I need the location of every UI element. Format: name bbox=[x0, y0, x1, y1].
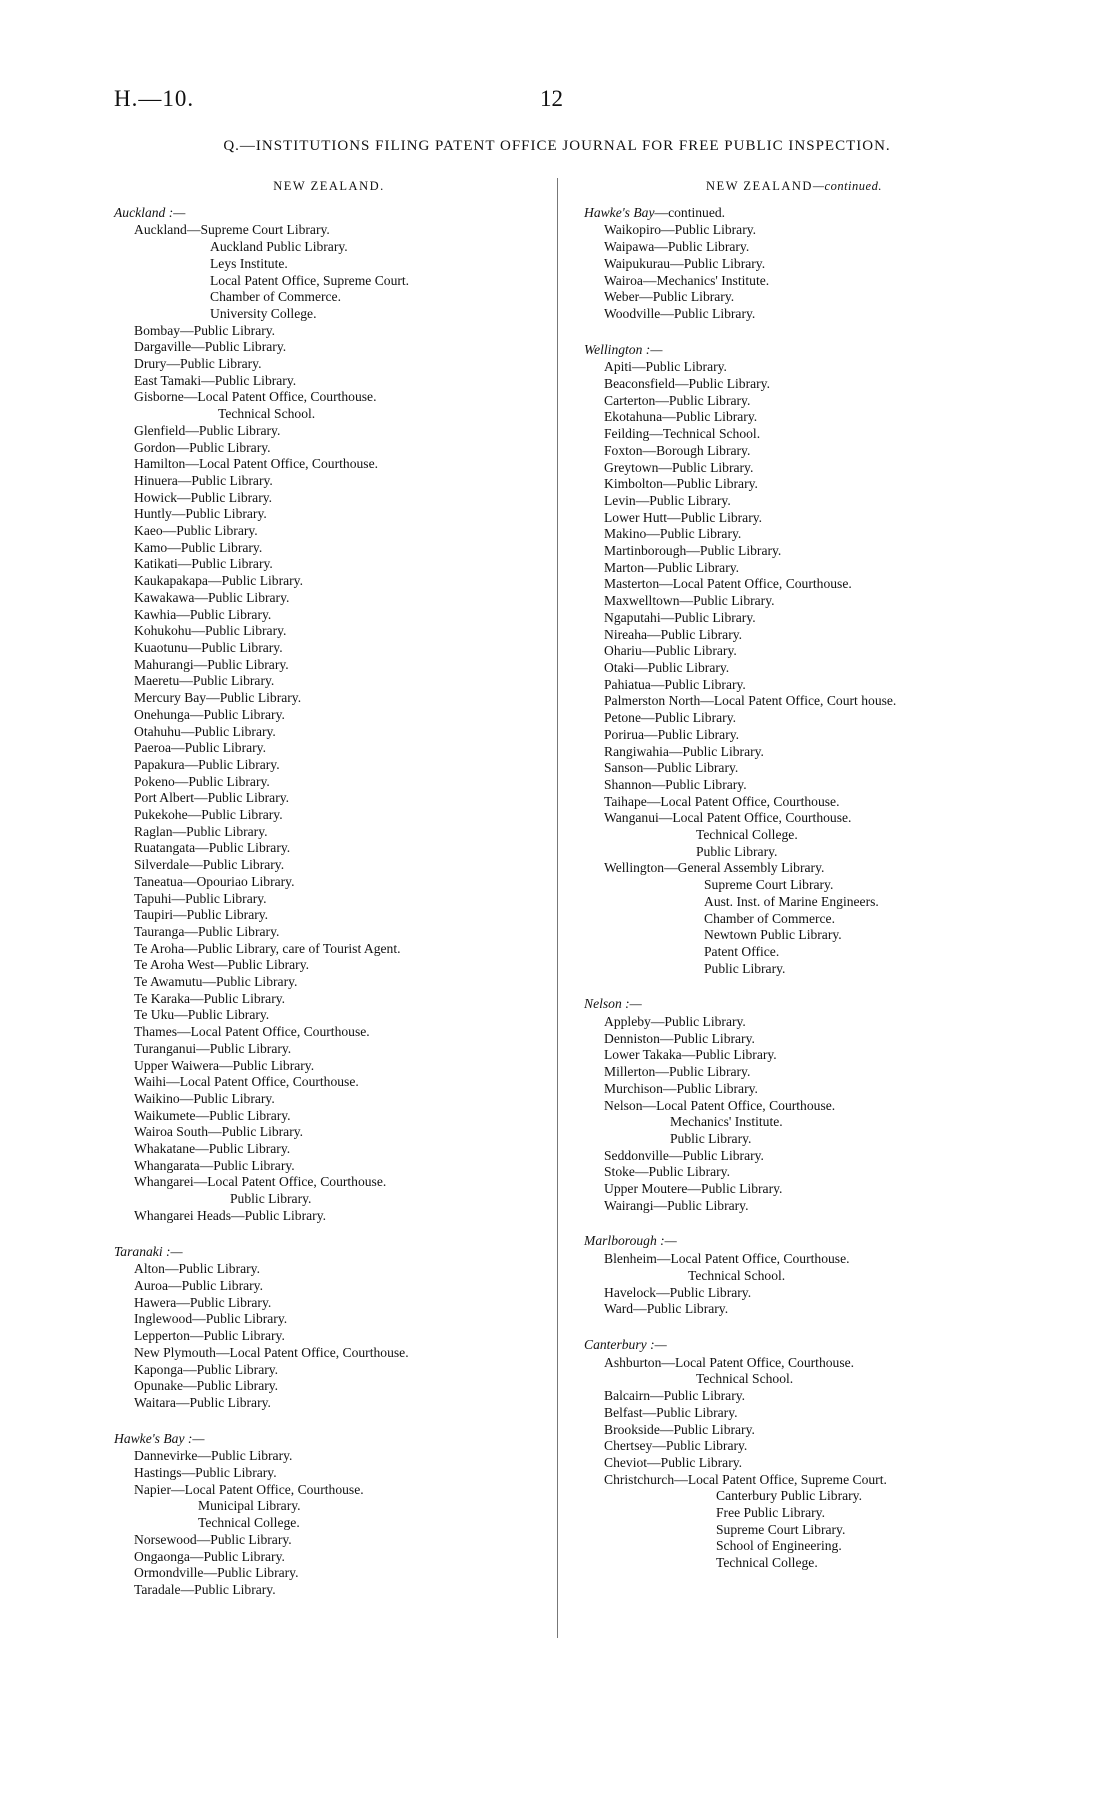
list-item: Marton—Public Library. bbox=[604, 559, 740, 575]
list-item: Turanganui—Public Library. bbox=[134, 1040, 292, 1056]
list-item: Dannevirke—Public Library. bbox=[134, 1448, 293, 1464]
region-name-text: Wellington :— bbox=[584, 341, 663, 357]
list-item: Te Aroha West—Public Library. bbox=[134, 957, 310, 973]
list-item-sub: Public Library. bbox=[230, 1191, 312, 1207]
page-number: 12 bbox=[540, 86, 563, 111]
list-item-sub: Newtown Public Library. bbox=[704, 927, 842, 943]
list-item: Ekotahuna—Public Library. bbox=[604, 409, 758, 425]
list-item-sub: Patent Office. bbox=[704, 943, 780, 959]
list-item: Wairoa—Mechanics' Institute. bbox=[604, 272, 770, 288]
list-item: Howick—Public Library. bbox=[134, 489, 273, 505]
list-item: Kohukohu—Public Library. bbox=[134, 623, 287, 639]
list-item: Gordon—Public Library. bbox=[134, 439, 271, 455]
list-item: Tapuhi—Public Library. bbox=[134, 890, 267, 906]
list-item: Te Karaka—Public Library. bbox=[134, 990, 286, 1006]
list-item: Woodville—Public Library. bbox=[604, 305, 756, 321]
list-item: Maxwelltown—Public Library. bbox=[604, 593, 775, 609]
list-item: Nelson—Local Patent Office, Courthouse. bbox=[604, 1097, 836, 1113]
list-item: Hawera—Public Library. bbox=[134, 1294, 272, 1310]
list-item: Waikopiro—Public Library. bbox=[604, 222, 757, 238]
list-item: Chertsey—Public Library. bbox=[604, 1438, 748, 1454]
region-name-text: Taranaki :— bbox=[114, 1243, 183, 1259]
region bbox=[584, 1233, 1004, 1318]
column-divider bbox=[557, 178, 558, 1638]
list-item: Pokeno—Public Library. bbox=[134, 773, 270, 789]
list-item: Millerton—Public Library. bbox=[604, 1064, 751, 1080]
list-item: Whangarei Heads—Public Library. bbox=[134, 1207, 327, 1223]
list-item: Mercury Bay—Public Library. bbox=[134, 690, 302, 706]
list-item: Taradale—Public Library. bbox=[134, 1581, 276, 1597]
list-item: Kuaotunu—Public Library. bbox=[134, 639, 283, 655]
list-item: Foxton—Borough Library. bbox=[604, 442, 751, 458]
list-item-sub: Mechanics' Institute. bbox=[670, 1114, 783, 1130]
list-item-sub: Public Library. bbox=[704, 960, 786, 976]
list-item-sub: School of Engineering. bbox=[716, 1538, 842, 1554]
region-name-text: Hawke's Bay bbox=[584, 204, 655, 220]
list-item: Nireaha—Public Library. bbox=[604, 626, 743, 642]
region bbox=[584, 1337, 1004, 1572]
list-item: Waipukurau—Public Library. bbox=[604, 255, 766, 271]
list-item-sub: University College. bbox=[210, 305, 317, 321]
list-item: Taneatua—Opouriao Library. bbox=[134, 873, 295, 889]
list-item: Murchison—Public Library. bbox=[604, 1080, 758, 1096]
region-name bbox=[114, 1244, 544, 1261]
list-item: Ward—Public Library. bbox=[604, 1301, 729, 1317]
list-item: Ormondville—Public Library. bbox=[134, 1565, 299, 1581]
list-item-sub: Public Library. bbox=[696, 843, 778, 859]
region-name-text: Hawke's Bay :— bbox=[114, 1430, 205, 1446]
region-name-text: Auckland :— bbox=[114, 204, 186, 220]
list-item-sub: Technical School. bbox=[218, 406, 316, 422]
list-item: Hinuera—Public Library. bbox=[134, 472, 273, 488]
region bbox=[114, 205, 544, 1225]
list-item: Drury—Public Library. bbox=[134, 356, 262, 372]
right-heading-continued: —continued. bbox=[812, 179, 882, 193]
list-item: Inglewood—Public Library. bbox=[134, 1311, 288, 1327]
region-name bbox=[584, 1337, 1004, 1354]
list-item: Te Awamutu—Public Library. bbox=[134, 974, 298, 990]
list-item: Silverdale—Public Library. bbox=[134, 857, 285, 873]
list-item: Carterton—Public Library. bbox=[604, 392, 751, 408]
list-item: Whakatane—Public Library. bbox=[134, 1141, 291, 1157]
list-item: Apiti—Public Library. bbox=[604, 359, 727, 375]
list-item: Kawakawa—Public Library. bbox=[134, 589, 290, 605]
list-item: Denniston—Public Library. bbox=[604, 1030, 755, 1046]
list-item: Waitara—Public Library. bbox=[134, 1394, 271, 1410]
list-item: Masterton—Local Patent Office, Courthouse. bbox=[604, 576, 852, 592]
list-item-sub: Supreme Court Library. bbox=[716, 1521, 846, 1537]
list-item: Napier—Local Patent Office, Courthouse. bbox=[134, 1481, 364, 1497]
left-column bbox=[114, 178, 544, 1618]
list-item: Kamo—Public Library. bbox=[134, 539, 263, 555]
list-item: Wairoa South—Public Library. bbox=[134, 1124, 304, 1140]
list-item: Havelock—Public Library. bbox=[604, 1284, 752, 1300]
list-item: Paeroa—Public Library. bbox=[134, 740, 266, 756]
list-item: Waikumete—Public Library. bbox=[134, 1107, 291, 1123]
list-item: Auckland—Supreme Court Library. bbox=[134, 222, 330, 238]
list-item: Dargaville—Public Library. bbox=[134, 339, 287, 355]
list-item: Ngaputahi—Public Library. bbox=[604, 609, 756, 625]
list-item-sub: Aust. Inst. of Marine Engineers. bbox=[704, 893, 879, 909]
list-item: Pahiatua—Public Library. bbox=[604, 676, 746, 692]
list-item: Opunake—Public Library. bbox=[134, 1378, 279, 1394]
list-item-sub: Free Public Library. bbox=[716, 1505, 825, 1521]
list-item: Rangiwahia—Public Library. bbox=[604, 743, 764, 759]
region-name-text: Marlborough :— bbox=[584, 1233, 677, 1249]
list-item-sub: Leys Institute. bbox=[210, 255, 288, 271]
list-item: Ruatangata—Public Library. bbox=[134, 840, 291, 856]
list-item: Gisborne—Local Patent Office, Courthouse. bbox=[134, 389, 377, 405]
list-item: Upper Waiwera—Public Library. bbox=[134, 1057, 315, 1073]
list-item: Te Aroha—Public Library, care of Tourist Agent. bbox=[134, 940, 401, 956]
region-name bbox=[114, 205, 544, 222]
list-item: Blenheim—Local Patent Office, Courthouse. bbox=[604, 1251, 850, 1267]
list-item-sub: Technical College. bbox=[716, 1555, 818, 1571]
list-item: Auroa—Public Library. bbox=[134, 1278, 263, 1293]
region-name bbox=[584, 996, 1004, 1013]
region-name-suffix: —continued. bbox=[654, 204, 726, 220]
list-item: Alton—Public Library. bbox=[134, 1261, 260, 1277]
list-item: Kaukapakapa—Public Library. bbox=[134, 573, 303, 589]
list-item: Cheviot—Public Library. bbox=[604, 1454, 743, 1470]
left-column-heading: NEW ZEALAND. bbox=[273, 179, 385, 193]
list-item-sub: Chamber of Commerce. bbox=[704, 910, 835, 926]
list-item: Hastings—Public Library. bbox=[134, 1465, 277, 1481]
list-item: Makino—Public Library. bbox=[604, 526, 742, 542]
list-item-sub: Technical College. bbox=[696, 827, 798, 843]
region-name bbox=[584, 1233, 1004, 1250]
list-item: Wairangi—Public Library. bbox=[604, 1197, 749, 1213]
list-item: Ashburton—Local Patent Office, Courthouse. bbox=[604, 1354, 855, 1370]
list-item: Stoke—Public Library. bbox=[604, 1164, 730, 1180]
region bbox=[584, 996, 1004, 1214]
list-item: Seddonville—Public Library. bbox=[604, 1147, 764, 1163]
list-item-sub: Canterbury Public Library. bbox=[716, 1488, 862, 1504]
region-name bbox=[584, 205, 1004, 222]
list-item: Belfast—Public Library. bbox=[604, 1404, 738, 1420]
list-item: Petone—Public Library. bbox=[604, 710, 737, 726]
right-column-heading bbox=[584, 178, 1004, 195]
list-item: Wellington—General Assembly Library. bbox=[604, 860, 825, 876]
list-item-sub: Technical School. bbox=[696, 1371, 794, 1387]
list-item: Sanson—Public Library. bbox=[604, 760, 739, 776]
list-item: Lower Hutt—Public Library. bbox=[604, 509, 763, 525]
list-item: Wanganui—Local Patent Office, Courthouse. bbox=[604, 810, 852, 826]
region-name bbox=[114, 1431, 544, 1448]
list-item: Taihape—Local Patent Office, Courthouse. bbox=[604, 793, 840, 809]
list-item: Christchurch—Local Patent Office, Supreme Court. bbox=[604, 1471, 887, 1487]
list-item: Beaconsfield—Public Library. bbox=[604, 376, 770, 392]
list-item: Feilding—Technical School. bbox=[604, 426, 761, 442]
list-item: Kimbolton—Public Library. bbox=[604, 476, 758, 492]
list-item-sub: Auckland Public Library. bbox=[210, 239, 348, 255]
list-item-sub: Chamber of Commerce. bbox=[210, 289, 341, 305]
list-item: Palmerston North—Local Patent Office, Court house. bbox=[604, 693, 897, 709]
list-item: Greytown—Public Library. bbox=[604, 459, 754, 475]
list-item: Onehunga—Public Library. bbox=[134, 706, 285, 722]
list-item: Katikati—Public Library. bbox=[134, 556, 273, 572]
list-item: Thames—Local Patent Office, Courthouse. bbox=[134, 1024, 370, 1040]
page-reference: H.—10. bbox=[114, 86, 195, 111]
list-item: Taupiri—Public Library. bbox=[134, 907, 269, 923]
list-item: Waipawa—Public Library. bbox=[604, 239, 750, 255]
list-item: Martinborough—Public Library. bbox=[604, 543, 782, 559]
page-title: Q.—INSTITUTIONS FILING PATENT OFFICE JOURNAL FOR FREE PUBLIC INSPECTION. bbox=[223, 138, 891, 154]
list-item: Papakura—Public Library. bbox=[134, 756, 280, 772]
region bbox=[584, 342, 1004, 978]
list-item: Glenfield—Public Library. bbox=[134, 422, 281, 438]
list-item: Balcairn—Public Library. bbox=[604, 1388, 746, 1404]
list-item: Porirua—Public Library. bbox=[604, 726, 740, 742]
region bbox=[584, 205, 1004, 323]
list-item: Bombay—Public Library. bbox=[134, 322, 276, 338]
list-item-sub: Technical School. bbox=[688, 1267, 786, 1283]
list-item: Mahurangi—Public Library. bbox=[134, 656, 289, 672]
list-item: Ohariu—Public Library. bbox=[604, 643, 737, 659]
list-item: Appleby—Public Library. bbox=[604, 1014, 746, 1030]
list-item: Raglan—Public Library. bbox=[134, 823, 268, 839]
list-item: Waihi—Local Patent Office, Courthouse. bbox=[134, 1074, 359, 1090]
region-name bbox=[584, 342, 1004, 359]
list-item-sub: Supreme Court Library. bbox=[704, 877, 834, 893]
region-name-text: Canterbury :— bbox=[584, 1337, 667, 1352]
list-item: Norsewood—Public Library. bbox=[134, 1531, 292, 1547]
list-item: Huntly—Public Library. bbox=[134, 506, 267, 522]
list-item: Lepperton—Public Library. bbox=[134, 1328, 285, 1344]
list-item: Whangarei—Local Patent Office, Courthouse. bbox=[134, 1174, 387, 1190]
list-item: Ongaonga—Public Library. bbox=[134, 1548, 285, 1564]
list-item: Whangarata—Public Library. bbox=[134, 1157, 295, 1173]
list-item: Kaeo—Public Library. bbox=[134, 523, 258, 539]
list-item: Otaki—Public Library. bbox=[604, 659, 730, 675]
list-item: Te Uku—Public Library. bbox=[134, 1007, 270, 1023]
right-heading-text: NEW ZEALAND bbox=[706, 179, 813, 193]
list-item: Levin—Public Library. bbox=[604, 492, 731, 508]
list-item: Pukekohe—Public Library. bbox=[134, 807, 283, 823]
list-item: Kaponga—Public Library. bbox=[134, 1361, 279, 1377]
list-item: Kawhia—Public Library. bbox=[134, 606, 272, 622]
list-item: Lower Takaka—Public Library. bbox=[604, 1047, 777, 1063]
list-item-sub: Municipal Library. bbox=[198, 1498, 301, 1514]
region-name-text: Nelson :— bbox=[584, 996, 642, 1012]
list-item: Shannon—Public Library. bbox=[604, 776, 747, 792]
list-item: Weber—Public Library. bbox=[604, 289, 735, 305]
list-item: Port Albert—Public Library. bbox=[134, 790, 290, 806]
list-item: Tauranga—Public Library. bbox=[134, 923, 280, 939]
list-item: Waikino—Public Library. bbox=[134, 1090, 275, 1106]
list-item: Upper Moutere—Public Library. bbox=[604, 1181, 783, 1197]
list-item: Hamilton—Local Patent Office, Courthouse. bbox=[134, 456, 379, 472]
list-item-sub: Technical College. bbox=[198, 1515, 300, 1531]
region bbox=[114, 1244, 544, 1412]
right-column bbox=[584, 178, 1004, 1591]
region bbox=[114, 1431, 544, 1599]
list-item-sub: Local Patent Office, Supreme Court. bbox=[210, 272, 410, 288]
list-item-sub: Public Library. bbox=[670, 1130, 752, 1146]
list-item: Brookside—Public Library. bbox=[604, 1421, 755, 1437]
list-item: East Tamaki—Public Library. bbox=[134, 372, 297, 388]
list-item: Otahuhu—Public Library. bbox=[134, 723, 276, 739]
list-item: New Plymouth—Local Patent Office, Courthouse. bbox=[134, 1344, 409, 1360]
list-item: Maeretu—Public Library. bbox=[134, 673, 275, 689]
